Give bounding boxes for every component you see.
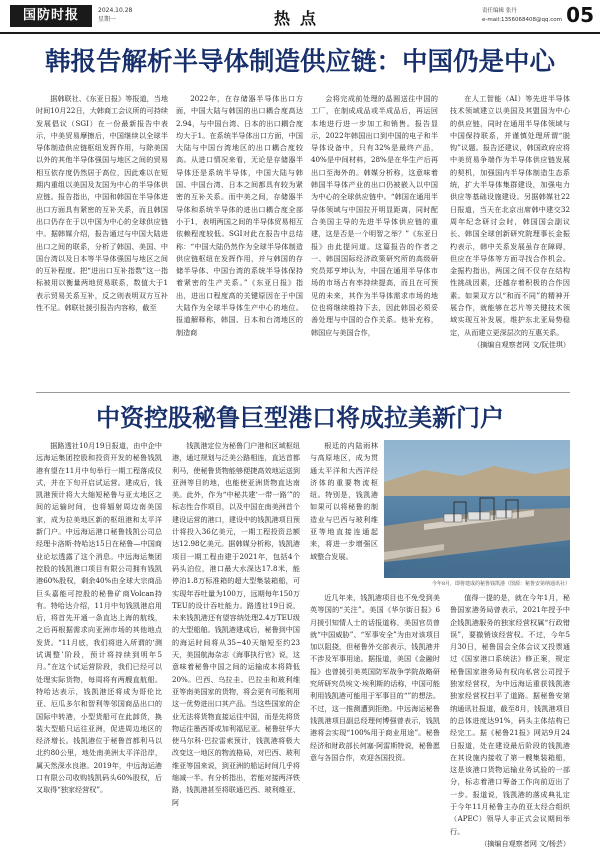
article2-column-2	[172, 440, 300, 825]
weekday-text: 星期一	[98, 16, 117, 23]
editor-info	[482, 7, 562, 25]
article1-column-2	[176, 93, 303, 393]
date-text: 2024.10.28	[98, 7, 133, 14]
page-number: 05	[566, 3, 594, 27]
article2-text-3b: 近几年来，钱凯港项目也不免受到美英等国的“关注”。美国《华尔街日报》6月援引知情人士的话报道称，美国官员曾就“中国威胁”、“军事安全”为由对该项目加以阻挠，但秘鲁外交部表示，钱凯港并不涉及军事用途。据报道，美国《金融时报》也曾援引美英国防军战争学院战略研究所研究员埃文·埃利斯的话称，中国可能利用钱凯港可能用于军事目的“”的想法。不过，这一推测遭到拒绝。中远海运秘鲁钱凯港项目副总经理何博强曾表示，钱凯港将会实现“100%用于商业用途”。秘鲁经济和财政部长何塞·阿雷斯特说，秘鲁愿意与各国合作，欢迎各国投资。	[310, 593, 440, 762]
newspaper-logo: 国防时报	[10, 5, 92, 27]
article1-column-3	[311, 93, 438, 393]
article2-text-4: 值得一提的是，就在今年1月，秘鲁国家港务局曾表示，2021年授予中企钱凯港服务的独家经营权属“行政错误”，要撤销该经营权。不过，今年5月30日，秘鲁国会全体会议又投票通过《国家港口系统法》修正案，规定秘鲁国家港务局有权向私营公司授予独家经营权，为中远海运重获钱凯港独家经营权扫平了道路。据秘鲁安第纳通讯社报道，截至8月，钱凯港项目的总体进度达91%，码头主体结构已经完工。据《秘鲁21报》网站9月24日报道，处在建设最后阶段的钱凯港在其设施内接收了第一艘集装箱船，这是该港口货物运输业务试验的一部分，标志着港口筹备工作向前迈出了一步。报道说，钱凯港的落成典礼定于今年11月秘鲁主办的亚太经合组织（APEC）领导人非正式会议期间举行。	[450, 593, 570, 836]
article2-byline: （摘编自观察者网 文/杨芸）	[480, 838, 570, 848]
article2-column-3b	[310, 592, 440, 825]
article2-column-4	[450, 592, 570, 848]
masthead	[0, 0, 600, 34]
article2-text-3a: 根廷的内陆雨林与高原地区，成为贯通太平洋和大西洋经济体的重要物流枢纽。特别是，钱凯港如果可以将秘鲁的制造业与巴西与玻利维亚等地直接连通起来，将进一步增强区域整合发展。	[310, 441, 378, 561]
article1-byline: （摘编自观察者网 文/阮佳琪）	[473, 339, 570, 349]
article2-text-1: 据路透社10月19日报道，由中企中远海运集团控股和投资开发的秘鲁钱凯港有望在11月中旬举行一期工程落成仪式，并在下旬开启试运营。建成后，钱凯港预计将大大缩短秘鲁与亚太地区之间的运输时间，也将辐射周边南美国家，成为拉美地区新的枢纽港和太平洋新门户。中远海运港口秘鲁钱凯公司总经理卡洛斯·特哈达15日在秘鲁—中国商业论坛透露了这个消息。中远海运集团控股的钱凯港口项目有限公司拥有钱凯港60%股权，剩余40%由全球大宗商品巨头嘉能可控股的秘鲁矿商Volcan持有。特哈达介绍，11月中旬钱凯港启用后，将首先开通一条直达上海的航线，之后再根据需求向亚洲市场的其他地点发货。“11月底，我们将进入所谓的‘测试调整’阶段，预计将持续到明年5月。”在这个试运营阶段，我们已经可以处理实际货物，每周将有两艘直航船。特哈达表示，钱凯港还将成为哥伦比亚、厄瓜多尔和智利等邻国商品出口的国际中转港，小型货船可在此卸货，换装大型船只运往亚洲，促进周边地区的经济增长。钱凯港位于秘鲁首都利马以北约80公里，地处南美洲太平洋沿岸，属天然深水良港。2019年，中远海运港口有限公司收购钱凯码头60%股权，后又取得“独家经营权”。	[36, 441, 162, 795]
article2-headline: 中资控股秘鲁巨型港口将成拉美新门户	[96, 404, 504, 432]
article2-column-1	[36, 440, 162, 825]
article2-text-2: 钱凯港定位为秘鲁门户港和区域枢纽港，通过规划与泛美公路相连，直达首都利马，使秘鲁货物能够便捷高效地运送到亚洲等目的地，也能使亚洲货物直达南美。此外，作为“中秘共建‘一带一路’”的标志性合作项目，以及中国在南美洲首个建设运营的港口，建设中的钱凯港项目预计将投入36亿美元，一期工程投资总额达12.98亿美元。据韩媒分析称，钱凯港项目一期工程由建于2021年，包括4个码头泊位，港口最大水深达17.8米，能停泊1.8万标准箱的超大型集装箱船，可实现年吞吐量为100万，远期每年150万TEU的设计吞吐能力。路透社19日说，未来钱凯港还有望容纳处理2.4万TEU级的大型船舶。钱凯港建成后，秘鲁到中国的海运时间将从35~40天缩短至约23天，美国航海杂志《海事执行官》说，这意味着秘鲁中国之间的运输成本将降低20%。巴西、乌拉圭、巴拉圭和玻利维亚等南美国家的货物，将会更有可能利用这一优势进出口其产品。当这些国家的企业无法将货物直接运往中国，而是先将货物运往墨西哥或加利福尼亚。秘鲁驻华大使马尔科·巴拉雷索预计，钱凯港将极大改变这一地区的物流格局，对巴西、玻利维亚等国来说，到亚洲的船运时间几乎将缩减一半。有分析指出，若能对接两洋铁路，钱凯港甚至将联通巴西、玻利维亚、阿	[172, 441, 300, 807]
section-divider	[36, 392, 570, 393]
article1-text-3: 会将完成前处理的晶圆送往中国的工厂，在制成成品或半成品后，再运回本地进行进一步加工和销售。报告显示，2022年韩国出口到中国的电子和半导体设备中，只有32%是最终产品，40%是中间材料，28%是在华生产后再出口至海外的。韩媒分析称，这意味着韩国半导体产业的出口仍被嵌入以中国为中心的全球供应链中。“韩国在通用半导体领域与中国拉开明显距离，同时配合美国主导的先进半导体供应链的重建，这是否是一个明智之举？”《东亚日报》由此提问道。这篇报告的作者之一、韩国国际经济政策研究所的高级研究员郑亨坤认为，中国在通用半导体市场的市场占有率持续提高，而且在可预见的未来，其作为半导体需求市场的地位也将继续维持下去，因此韩国必须妥善处理与中国的合作关系。他补充称，韩国应与美国合作，	[311, 94, 438, 337]
section-title: 热点	[273, 9, 326, 28]
article1-column-1	[36, 93, 168, 393]
article1-text-2: 2022年，在存储器半导体出口方面，中国大陆与韩国的出口耦合度高达2.94，与中国台湾、日本的出口耦合度均大于1。在系统半导体出口方面，中国大陆与中国台湾地区的出口耦合度较高。从进口情况来看，无论是存储器半导体还是系统半导体，中国大陆与韩国、中国台湾、日本之间都具有较为紧密的互补关系。而中美之间，存储器半导体和系统半导体的进出口耦合度全部小于1，表明两国之间的半导体贸易相互依赖程度较低。SGI对此在报告中总结称：“中国大陆仍然作为全球半导体制造供应链枢纽在发挥作用，并与韩国的存储半导体、中国台湾的系统半导体保持着紧密的生产关系。”《东亚日报》指出，进出口程度高的关键原因在于中国大陆作为全球半导体生产中心的地位。报道解释称，韩国、日本和台湾地区的制造商	[176, 94, 303, 337]
article2-column-3a	[310, 440, 378, 590]
photo-caption: 今年8月，即将建成的秘鲁钱凯港（图源：秘鲁安第纳通讯社）	[431, 581, 570, 587]
article1-headline: 韩报告解析半导体制造供应链：中国仍是中心	[44, 47, 555, 77]
article1-column-4	[450, 93, 570, 393]
article1-text-1: 据韩联社、《东亚日报》等报道，当地时间10月22日，大韩商工会议所的可持续发展倡议（SGI）在一份最新报告中表示，中美贸易摩擦后，中国继续以全球半导体制造供应链枢纽发挥作用，与除美国以外的其他半导体强国与地区之间的贸易相互依存度仍然居于高位，因此难以在短期内重组以美国及友国为中心的半导体供应链。报告指出，中国和韩国在半导体进出口方面具有紧密的互补关系，而且韩国出口仍存在于以中国为中心的全球供应链中。据韩媒介绍，报告通过与中国大陆进出口之间的联系，分析了韩国、美国、中国台湾以及日本等半导体强国与地区之间的互补程度。把“进出口互补指数”这一指标被用以衡量两地贸易联系，数值大于1表示贸易关系互补，反之则表明双方互补性不足。韩联社援引报告内容称，截至	[36, 94, 168, 313]
editor-name: 责任编辑 张丹	[482, 8, 517, 14]
editor-email: e-mail:1356068408@qq.com	[482, 17, 562, 23]
port-photo	[384, 440, 570, 578]
port-photo-graphic	[384, 440, 570, 578]
article1-text-4: 在人工智能（AI）等先进半导体技术领域建立以美国及其盟国为中心的供应链，同时在通用半导体领域与中国保持联系，并谨慎处理所谓“脱钩”议题。报告还建议，韩国政府应将中美贸易争端作为半导体供应链发展的契机，加强国内半导体制造生态系统，扩大半导体集群建设，加强电力供应等基础设施建设。另据韩媒社22日报道，当天在北京出席韩中建交32周年纪念研讨会时，韩国国会副议长、韩国全球创新研究院理事长金振杓表示，韩中关系发展虽存在障碍，但应在半导体等方面寻找合作机会。金振杓指出，两国之间不仅存在结构性挑战因素，还越存着积极的合作因素。如果双方以“和而不同”的精神开展合作，就能够在芯片等关键技术领域实现互补发展，维护东北亚局势稳定，从而建立更深层次的互惠关系。	[450, 94, 570, 337]
